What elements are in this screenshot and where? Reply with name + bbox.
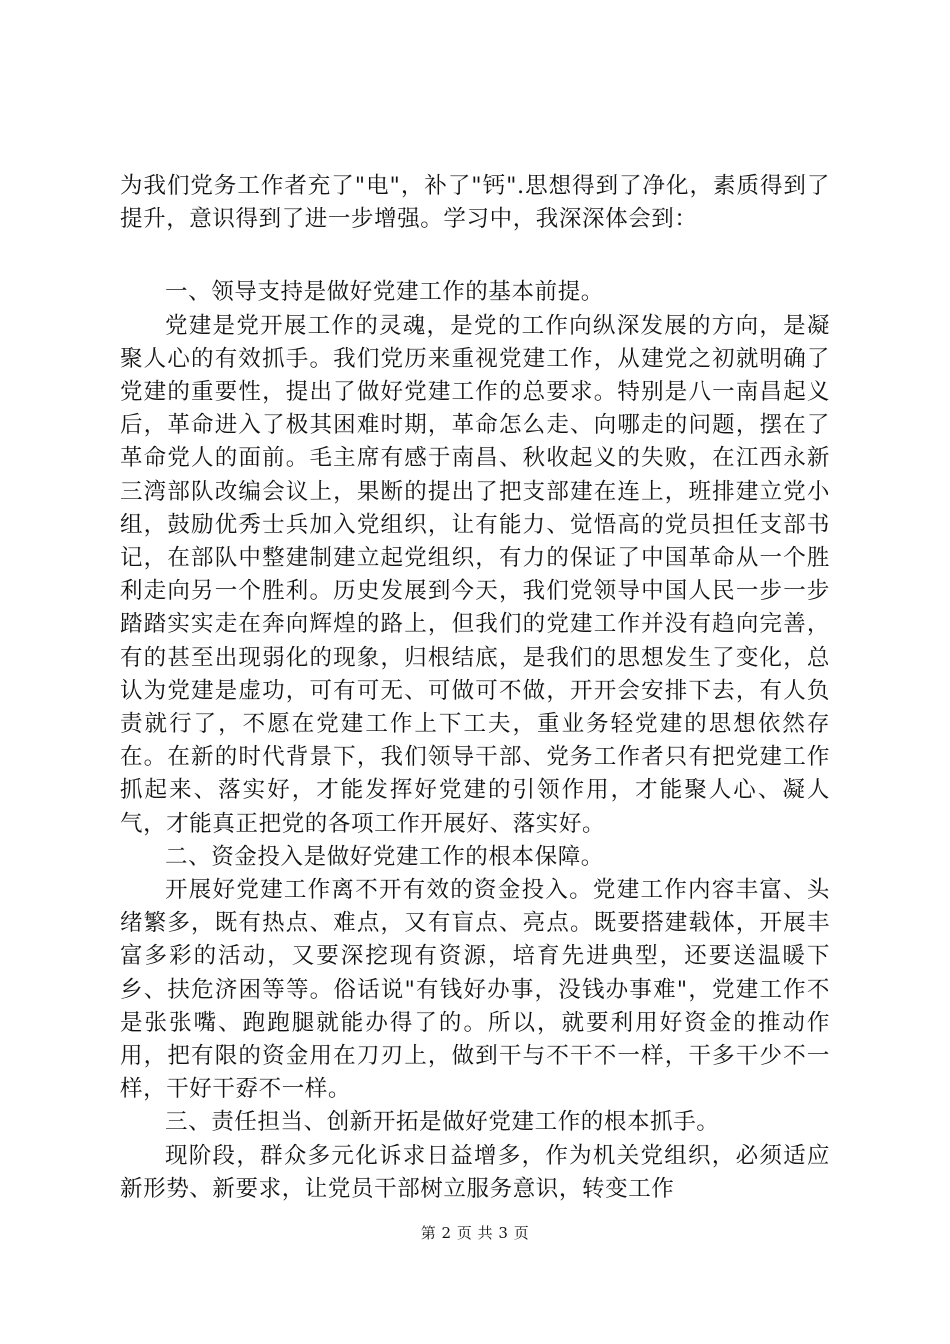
section-1-body: 党建是党开展工作的灵魂，是党的工作向纵深发展的方向，是凝聚人心的有效抓手。我们党历来重视党建工作，从建党之初就明确了党建的重要性，提出了做好党建工作的总要求。特别是八一南昌起义后，革命进入了极其困难时期，革命怎么走、向哪走的问题，摆在了革命党人的面前。毛主席有感于南昌、秋收起义的失败，在江西永新三湾部队改编会议上，果断的提出了把支部建在连上，班排建立党小组，鼓励优秀士兵加入党组织，让有能力、觉悟高的党员担任支部书记，在部队中整建制建立起党组织，有力的保证了中国革命从一个胜利走向另一个胜利。历史发展到今天，我们党领导中国人民一步一步踏踏实实走在奔向辉煌的路上，但我们的党建工作并没有趋向完善，有的甚至出现弱化的现象，归根结底，是我们的思想发生了变化，总认为党建是虚功，可有可无、可做可不做，开开会安排下去，有人负责就行了，不愿在党建工作上下工夫，重业务轻党建的思想依然存在。在新的时代背景下，我们领导干部、党务工作者只有把党建工作抓起来、落实好，才能发挥好党建的引领作用，才能聚人心、凝人气，才能真正把党的各项工作开展好、落实好。 — [120, 312, 830, 837]
page-number-footer: 第 2 页 共 3 页 — [420, 1224, 530, 1242]
paragraph-gap — [120, 236, 830, 276]
section-3-body: 现阶段，群众多元化诉求日益增多，作为机关党组织，必须适应新形势、新要求，让党员干部树立服务意识，转变工作 — [120, 1142, 830, 1202]
section-2-heading: 二、资金投入是做好党建工作的根本保障。 — [165, 843, 604, 870]
section-3-heading: 三、责任担当、创新开拓是做好党建工作的根本抓手。 — [165, 1109, 720, 1136]
document-body — [120, 170, 830, 1206]
section-1-heading: 一、领导支持是做好党建工作的基本前提。 — [165, 279, 604, 306]
section-2-body: 开展好党建工作离不开有效的资金投入。党建工作内容丰富、头绪繁多，既有热点、难点，又有盲点、亮点。既要搭建载体，开展丰富多彩的活动，又要深挖现有资源，培育先进典型，还要送温暖下乡、扶危济困等等。俗话说"有钱好办事，没钱办事难"，党建工作不是张张嘴、跑跑腿就能办得了的。所以，就要利用好资金的推动作用，把有限的资金用在刀刃上，做到干与不干不一样，干多干少不一样，干好干孬不一样。 — [120, 877, 830, 1103]
intro-paragraph: 为我们党务工作者充了"电"，补了"钙".思想得到了净化，素质得到了提升，意识得到了进一步增强。学习中，我深深体会到： — [120, 173, 830, 233]
